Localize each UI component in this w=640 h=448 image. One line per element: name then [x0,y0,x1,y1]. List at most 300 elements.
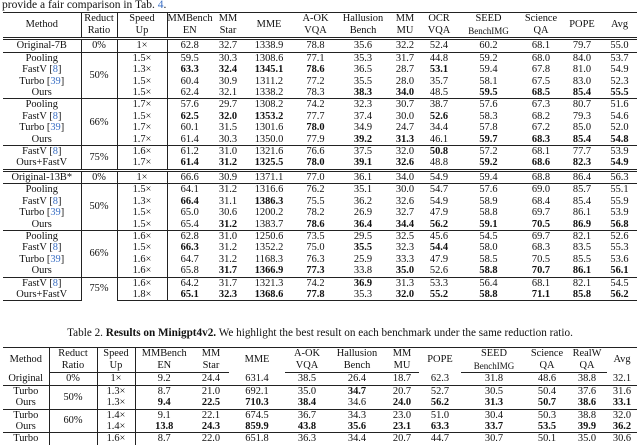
citation-link[interactable]: 8 [52,195,58,207]
value-cell: 38.8 [567,409,607,421]
value-cell: 54.7 [421,184,457,196]
value-cell: 31.7 [389,52,421,64]
value-cell: 62.8 [167,39,212,52]
caption-label: Table 2. [67,327,106,339]
method-name: Ours [31,133,52,145]
value-cell: 68.6 [531,157,551,169]
column-header: POPE [562,13,602,39]
value-cell: 32.3 [337,99,389,111]
value-cell: 38.7 [421,99,457,111]
column-header: Ratio [81,25,117,39]
value-cell: 31.2 [218,157,238,169]
value-cell: 59.1 [479,218,498,230]
method-cell: FastV [8] [3,242,81,253]
value-cell: 77.1 [294,52,337,64]
column-header: Speed [97,348,135,361]
method-cell [3,397,49,409]
value-cell: 54.9 [429,195,449,207]
column-header: Reduct [81,13,117,26]
value-cell: 54.6 [610,110,629,122]
speedup-cell: 1× [117,39,167,52]
value-cell: 33.7 [484,421,504,433]
value-cell: 32.7 [212,39,244,52]
value-cell: 54.5 [457,230,520,242]
method-cell: Turbo [39] [3,122,81,133]
value-cell: 45.6 [421,230,457,242]
column-header: Science [520,13,562,26]
value-cell: 55.9 [610,195,629,207]
method-cell: Turbo [39] [3,207,81,218]
value-cell: 54.9 [610,157,629,169]
ratio-cell: 0% [81,39,117,52]
value-cell: 18.7 [392,373,412,385]
value-cell: 86.9 [572,218,592,230]
method-cell: Turbo [39] [3,76,81,87]
method-name: FastV [22,277,47,289]
method-cell: FastV [8] [3,146,81,158]
value-cell: 39.2 [353,133,373,145]
method-name: Turbo [13,409,39,421]
value-cell: 66.4 [180,195,199,207]
value-cell: 63.3 [430,421,450,433]
value-cell: 35.0 [395,265,415,277]
value-cell: 86.4 [562,170,602,183]
value-cell: 52.4 [421,39,457,52]
value-cell: 38.4 [297,397,317,409]
value-cell: 35.1 [337,184,389,196]
method-name: FastV [22,195,47,207]
value-cell: 1321.6 [244,146,294,158]
column-header: RealW [567,348,607,361]
value-cell: 26.4 [347,373,367,385]
value-cell: 78.0 [306,122,325,134]
column-header: MME [229,348,285,373]
value-cell: 77.0 [294,170,337,183]
value-cell: 44.8 [421,52,457,64]
citation-link[interactable]: 39 [50,122,61,134]
citation-link[interactable]: 8 [52,110,58,122]
column-header: QA [520,25,562,39]
column-header: MM [389,13,421,26]
value-cell: 62.8 [167,230,212,242]
value-cell: 1321.3 [244,277,294,289]
value-cell: 35.3 [337,289,389,301]
value-cell: 63.3 [180,64,199,76]
value-cell: 56.2 [429,218,449,230]
value-cell: 78.6 [306,64,325,76]
value-cell: 77.7 [306,110,325,122]
value-cell: 59.5 [479,87,498,99]
value-cell: 1325.5 [254,157,284,169]
value-cell: 65.0 [180,207,199,219]
value-cell: 36.2 [612,421,632,433]
value-cell: 1352.2 [254,242,284,254]
value-cell: 57.2 [457,146,520,158]
value-cell: 62.4 [180,87,199,99]
value-cell: 30.5 [461,385,527,397]
value-cell: 71.1 [520,289,562,301]
speedup-cell: 1.3× [117,196,167,207]
value-cell: 68.3 [531,133,551,145]
column-header: Speed [117,13,167,26]
value-cell: 53.3 [421,277,457,289]
table-row [3,421,637,433]
value-cell: 1366.9 [254,265,284,277]
speedup-cell: 1.5× [117,111,167,122]
value-cell: 31.2 [218,253,238,265]
method-cell [3,230,81,242]
value-cell: 54.4 [429,242,449,254]
citation-link[interactable]: 8 [52,146,58,158]
value-cell: 38.8 [577,373,597,385]
value-cell: 30.9 [212,170,244,183]
column-header: VQA [421,25,457,39]
value-cell: 47.9 [429,253,449,265]
value-cell: 77.3 [306,265,325,277]
value-cell: 78.2 [306,207,325,219]
value-cell: 31.2 [218,218,238,230]
value-cell: 34.4 [429,122,449,134]
method-cell [3,184,81,196]
column-header: SEED [461,348,527,361]
value-cell: 38.5 [297,373,317,385]
value-cell: 33.1 [612,397,632,409]
value-cell: 68.1 [520,146,562,158]
value-cell: 36.3 [285,433,329,445]
value-cell: 32.0 [389,289,421,301]
value-cell: 34.4 [395,218,415,230]
value-cell: 85.4 [572,87,592,99]
value-cell: 56.4 [457,277,520,289]
value-cell: 78.0 [306,157,325,169]
value-cell: 68.4 [531,195,551,207]
value-cell: 55.1 [602,184,637,196]
speedup-cell: 1.5× [117,184,167,196]
speedup-cell: 1.7× [117,157,167,170]
value-cell: 39.9 [577,421,597,433]
table-row [3,385,637,397]
value-cell: 50.1 [527,433,567,445]
value-cell: 39.1 [353,157,373,169]
value-cell: 68.2 [531,110,551,122]
method-cell [3,39,81,52]
table-row [3,52,637,64]
value-cell: 35.0 [285,385,329,397]
value-cell: 84.0 [562,52,602,64]
value-cell: 32.4 [218,64,238,76]
column-header: VQA [285,360,329,373]
value-cell: 651.8 [229,433,285,445]
column-header: SEED [457,13,520,26]
value-cell: 54.5 [602,277,637,289]
value-cell: 55.0 [602,39,637,52]
method-name: Turbo [19,207,45,219]
method-cell: FastV [8] [3,277,81,289]
value-cell: 32.2 [389,39,421,52]
method-name: FastV [22,242,47,254]
value-cell: 36.5 [353,64,373,76]
method-name: Pooling [25,52,58,64]
value-cell: 85.0 [572,122,592,134]
value-cell: 80.7 [562,99,602,111]
citation-link[interactable]: 39 [50,207,61,219]
ratio-cell: 0% [49,373,97,385]
column-header: EN [167,25,212,39]
value-cell: 54.9 [610,64,629,76]
method-name: Pooling [25,184,58,196]
table2-caption [0,327,640,339]
value-cell: 36.4 [353,218,373,230]
value-cell: 64.7 [180,253,199,265]
value-cell: 35.5 [353,75,373,87]
method-name: Turbo [13,433,39,445]
intro-period: . [163,0,167,11]
value-cell: 692.1 [229,385,285,397]
value-cell: 59.2 [457,52,520,64]
value-cell: 77.9 [306,133,325,145]
value-cell: 47.9 [429,207,449,219]
value-cell: 70.5 [531,218,551,230]
column-header: Method [3,13,81,39]
method-cell: FastV [8] [3,111,81,122]
value-cell: 59.2 [479,157,498,169]
column-header: Method [3,348,49,373]
value-cell: 76.6 [294,146,337,158]
value-cell: 37.6 [567,385,607,397]
method-name: Turbo [19,253,45,265]
speedup-cell: 1.3× [97,397,135,409]
value-cell: 859.9 [245,421,269,433]
header-row [3,348,637,361]
value-cell: 31.3 [484,397,504,409]
value-cell: 51.6 [602,99,637,111]
column-header: VQA [294,25,337,39]
value-cell: 1345.1 [254,64,284,76]
intro-sentence: provide a fair comparison in Tab. [2,0,158,11]
value-cell: 32.7 [395,207,415,219]
value-cell: 33.3 [395,253,415,265]
value-cell: 78.8 [294,39,337,52]
method-name: Ours [31,218,52,230]
value-cell: 1316.6 [244,184,294,196]
ratio-cell: 66% [81,99,117,146]
value-cell: 29.7 [212,99,244,111]
method-name: Original [8,373,44,385]
value-cell: 9.2 [157,373,171,385]
value-cell: 68.1 [520,39,562,52]
column-header: MME [244,13,294,39]
value-cell: 73.5 [294,230,337,242]
method-name: Ours [31,265,52,277]
value-cell: 64.2 [167,277,212,289]
ratio-cell: 60% [49,409,97,433]
value-cell: 8.7 [135,385,193,397]
value-cell: 85.4 [572,195,592,207]
column-header: Bench [337,25,389,39]
value-cell: 85.4 [572,133,592,145]
value-cell: 36.1 [337,170,389,183]
citation-link[interactable]: 8 [52,242,58,254]
method-cell [3,52,81,64]
value-cell: 1308.2 [244,99,294,111]
value-cell: 74.2 [294,277,337,289]
value-cell: 32.5 [389,230,421,242]
value-cell: 58.0 [479,242,498,254]
value-cell: 62.3 [430,373,450,385]
method-name: Ours+FastV [16,288,68,300]
method-cell [3,87,81,99]
value-cell: 59.4 [479,64,498,76]
value-cell: 24.0 [392,397,412,409]
value-cell: 32.1 [612,373,632,385]
citation-link[interactable]: 8 [52,277,58,289]
value-cell: 52.3 [610,75,629,87]
method-cell [3,385,49,397]
value-cell: 85.7 [562,184,602,196]
speedup-cell: 1.8× [117,289,167,301]
column-header: Star [212,25,244,39]
value-cell: 37.4 [353,110,373,122]
value-cell: 65.1 [167,289,212,301]
value-cell: 32.6 [395,157,415,169]
method-cell [3,289,81,301]
value-cell: 1368.6 [244,289,294,301]
speedup-cell: 1.4× [97,409,135,421]
method-cell [3,134,81,146]
value-cell: 20.7 [385,433,419,445]
value-cell: 38.6 [577,397,597,409]
value-cell: 26.9 [353,207,373,219]
value-cell: 58.1 [479,75,498,87]
value-cell: 48.8 [429,157,449,169]
value-cell: 81.0 [572,64,592,76]
method-name: Ours [15,421,36,433]
value-cell: 30.3 [218,133,238,145]
value-cell: 62.5 [180,110,199,122]
column-header: Reduct [49,348,97,361]
value-cell: 56.3 [602,170,637,183]
method-name: Original-7B [16,40,67,52]
value-cell: 65.4 [180,218,199,230]
value-cell: 36.2 [353,195,373,207]
column-header: BenchIMG [461,360,527,373]
value-cell: 31.3 [395,133,415,145]
value-cell: 35.6 [337,39,389,52]
value-cell: 70.7 [531,265,551,277]
value-cell: 1250.6 [244,230,294,242]
value-cell: 74.2 [294,99,337,111]
value-cell: 58.5 [479,253,498,265]
value-cell: 1168.3 [254,253,284,265]
value-cell: 1353.2 [254,110,284,122]
table-row [3,409,637,421]
value-cell: 24.4 [201,373,221,385]
value-cell: 9.1 [135,409,193,421]
value-cell: 68.3 [531,242,551,254]
value-cell: 79.7 [562,39,602,52]
value-cell: 59.7 [479,133,498,145]
value-cell: 76.3 [306,253,325,265]
citation-link[interactable]: 39 [50,253,61,265]
table-reference-link[interactable]: 4 [157,0,164,11]
results-table-minigpt [3,347,637,445]
table-row [3,146,637,158]
value-cell: 58.8 [457,289,520,301]
value-cell: 85.8 [562,289,602,301]
value-cell: 31.7 [212,277,244,289]
value-cell: 34.0 [389,170,421,183]
speedup-cell: 1.6× [117,254,167,265]
speedup-cell: 1.3× [97,385,135,397]
method-name: Pooling [25,99,58,111]
value-cell: 58.9 [479,195,498,207]
method-cell [3,265,81,277]
value-cell: 8.7 [135,433,193,445]
value-cell: 9.4 [157,397,171,409]
column-header: Hallusion [337,13,389,26]
value-cell: 674.5 [229,409,285,421]
value-cell: 30.7 [389,99,421,111]
value-cell: 57.8 [479,122,498,134]
value-cell: 59.4 [457,170,520,183]
column-header: Up [117,25,167,39]
value-cell: 33.8 [353,265,373,277]
value-cell: 34.7 [329,385,385,397]
value-cell: 24.3 [201,421,221,433]
value-cell: 30.0 [395,110,415,122]
value-cell: 35.3 [337,52,389,64]
value-cell: 77.8 [294,289,337,301]
method-name: Ours [15,397,36,409]
table-row [3,184,637,196]
method-cell: FastV [8] [3,64,81,75]
value-cell: 59.5 [167,52,212,64]
value-cell: 22.0 [193,433,229,445]
value-cell: 34.4 [329,433,385,445]
ratio-cell: 75% [81,277,117,301]
value-cell: 28.7 [395,64,415,76]
value-cell: 75.0 [306,242,325,254]
value-cell: 30.7 [461,433,527,445]
column-header: EN [135,360,193,373]
table-row [3,39,637,52]
speedup-cell: 1.7× [117,122,167,133]
value-cell: 55.3 [610,242,629,254]
column-header: QA [567,360,607,373]
value-cell: 53.1 [429,64,449,76]
value-cell: 66.3 [180,242,199,254]
table-row [3,433,637,445]
citation-link[interactable]: 39 [50,75,61,87]
value-cell: 34.3 [329,409,385,421]
value-cell: 57.6 [457,99,520,111]
value-cell: 67.2 [531,122,551,134]
column-header: QA [527,360,567,373]
value-cell: 69.7 [531,207,551,219]
value-cell: 50.3 [527,409,567,421]
speedup-cell: 1.6× [117,265,167,277]
value-cell: 60.4 [180,75,199,87]
value-cell: 1386.3 [254,195,284,207]
citation-link[interactable]: 8 [52,64,58,76]
value-cell: 31.6 [607,385,637,397]
value-cell: 1350.0 [254,133,284,145]
value-cell: 44.7 [419,433,461,445]
column-header: A-OK [285,348,329,361]
value-cell: 48.5 [429,87,449,99]
value-cell: 55.2 [421,289,457,301]
value-cell: 32.0 [389,146,421,158]
